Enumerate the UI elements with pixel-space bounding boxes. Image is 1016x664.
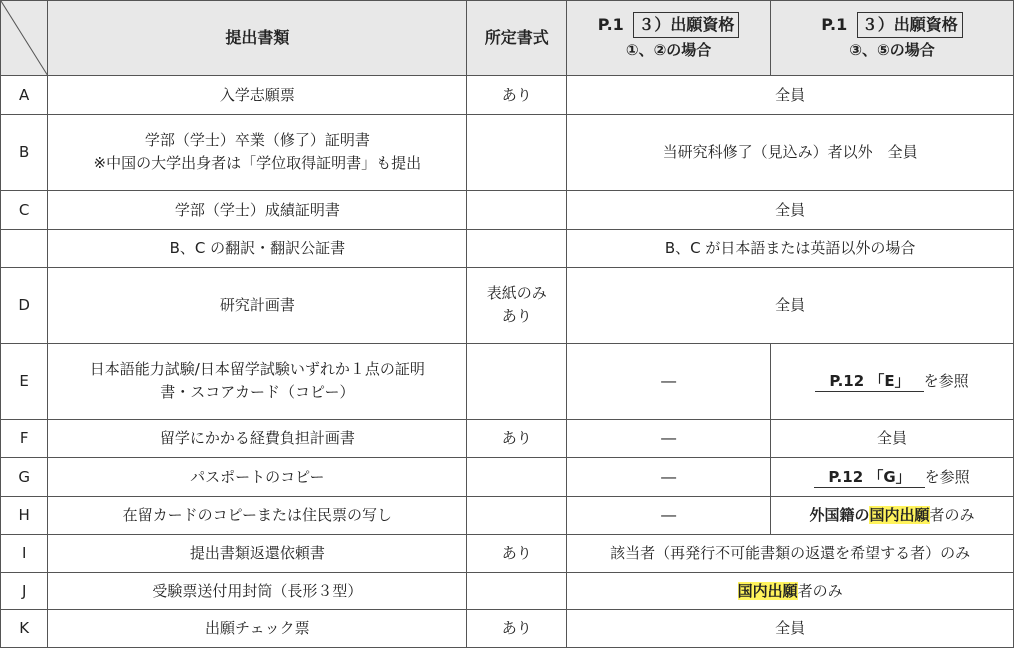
condition-suffix: を参照	[924, 467, 970, 486]
table-row	[1, 573, 1014, 610]
row-form	[467, 344, 567, 420]
row-condition-case2	[771, 458, 1014, 497]
row-condition-case2	[771, 344, 1014, 420]
row-code: H	[1, 497, 48, 535]
row-form-line2: あり	[501, 306, 532, 325]
row-condition-case1: ―	[567, 344, 771, 420]
table-row	[1, 115, 1014, 191]
condition-prefix: 外国籍の	[809, 506, 870, 525]
table-row	[1, 497, 1014, 535]
table-row	[1, 191, 1014, 230]
row-form	[467, 230, 567, 268]
table-row	[1, 458, 1014, 497]
row-form: あり	[467, 420, 567, 458]
condition-suffix: 者のみ	[929, 506, 975, 525]
case1-box: ３）出願資格	[633, 12, 739, 38]
row-form	[467, 497, 567, 535]
row-code: J	[1, 573, 48, 610]
row-condition: 全員	[567, 268, 1014, 344]
highlight-domestic: 国内出願	[737, 581, 798, 600]
condition-suffix: 者のみ	[797, 581, 843, 600]
header-row	[1, 1, 1014, 76]
table-row	[1, 76, 1014, 115]
row-condition: B、C が日本語または英語以外の場合	[567, 230, 1014, 268]
page-reference: P.12 「G」	[814, 468, 924, 488]
row-document	[48, 344, 467, 420]
table-row	[1, 230, 1014, 268]
row-document: B、C の翻訳・翻訳公証書	[48, 230, 467, 268]
row-code: B	[1, 115, 48, 191]
corner-cell	[1, 1, 48, 76]
row-form: あり	[467, 535, 567, 573]
row-form	[467, 268, 567, 344]
condition-suffix: を参照	[923, 372, 969, 391]
row-code: G	[1, 458, 48, 497]
row-condition: 該当者（再発行不可能書類の返還を希望する者）のみ	[567, 535, 1014, 573]
row-condition-case1: ―	[567, 458, 771, 497]
row-condition-case2	[771, 497, 1014, 535]
row-document-line2: ※中国の大学出身者は「学位取得証明書」も提出	[93, 153, 422, 172]
row-condition: 当研究科修了（見込み）者以外 全員	[567, 115, 1014, 191]
table-row	[1, 344, 1014, 420]
row-condition-case1: ―	[567, 497, 771, 535]
row-form	[467, 458, 567, 497]
table-row	[1, 268, 1014, 344]
row-document-line1: 学部（学士）卒業（修了）証明書	[144, 131, 370, 150]
row-condition: 全員	[567, 191, 1014, 230]
row-document-line2: 書・スコアカード（コピー）	[160, 382, 355, 401]
header-case2	[771, 1, 1014, 76]
row-document: 提出書類返還依頼書	[48, 535, 467, 573]
case2-sub: ③、⑤の場合	[849, 41, 935, 60]
case2-box: ３）出願資格	[857, 12, 963, 38]
row-form-line1: 表紙のみ	[486, 284, 547, 303]
header-form: 所定書式	[467, 1, 567, 76]
row-document: 研究計画書	[48, 268, 467, 344]
diagonal-line	[1, 1, 47, 75]
table-row	[1, 535, 1014, 573]
header-case1	[567, 1, 771, 76]
row-form	[467, 191, 567, 230]
row-document: 在留カードのコピーまたは住民票の写し	[48, 497, 467, 535]
case2-ref: P.1	[821, 15, 848, 35]
highlight-domestic: 国内出願	[869, 506, 930, 525]
row-code: K	[1, 610, 48, 648]
row-code: I	[1, 535, 48, 573]
row-document	[48, 115, 467, 191]
header-document: 提出書類	[48, 1, 467, 76]
row-document: 受験票送付用封筒（長形３型）	[48, 573, 467, 610]
row-document: 学部（学士）成績証明書	[48, 191, 467, 230]
row-code: A	[1, 76, 48, 115]
row-form: あり	[467, 610, 567, 648]
row-code	[1, 230, 48, 268]
table-row	[1, 420, 1014, 458]
row-code: C	[1, 191, 48, 230]
row-form	[467, 115, 567, 191]
row-form	[467, 573, 567, 610]
row-document-line1: 日本語能力試験/日本留学試験いずれか１点の証明	[89, 360, 425, 379]
row-document: 入学志願票	[48, 76, 467, 115]
row-condition-case1: ―	[567, 420, 771, 458]
row-document: 留学にかかる経費負担計画書	[48, 420, 467, 458]
row-condition: 全員	[567, 76, 1014, 115]
case1-sub: ①、②の場合	[625, 41, 712, 60]
table-row	[1, 610, 1014, 648]
case1-ref: P.1	[597, 15, 624, 35]
row-condition: 全員	[567, 610, 1014, 648]
row-code: E	[1, 344, 48, 420]
row-code: D	[1, 268, 48, 344]
row-condition	[567, 573, 1014, 610]
page-reference: P.12 「E」	[815, 372, 923, 392]
row-condition-case2: 全員	[771, 420, 1014, 458]
row-form: あり	[467, 76, 567, 115]
row-document: 出願チェック票	[48, 610, 467, 648]
row-code: F	[1, 420, 48, 458]
row-document: パスポートのコピー	[48, 458, 467, 497]
